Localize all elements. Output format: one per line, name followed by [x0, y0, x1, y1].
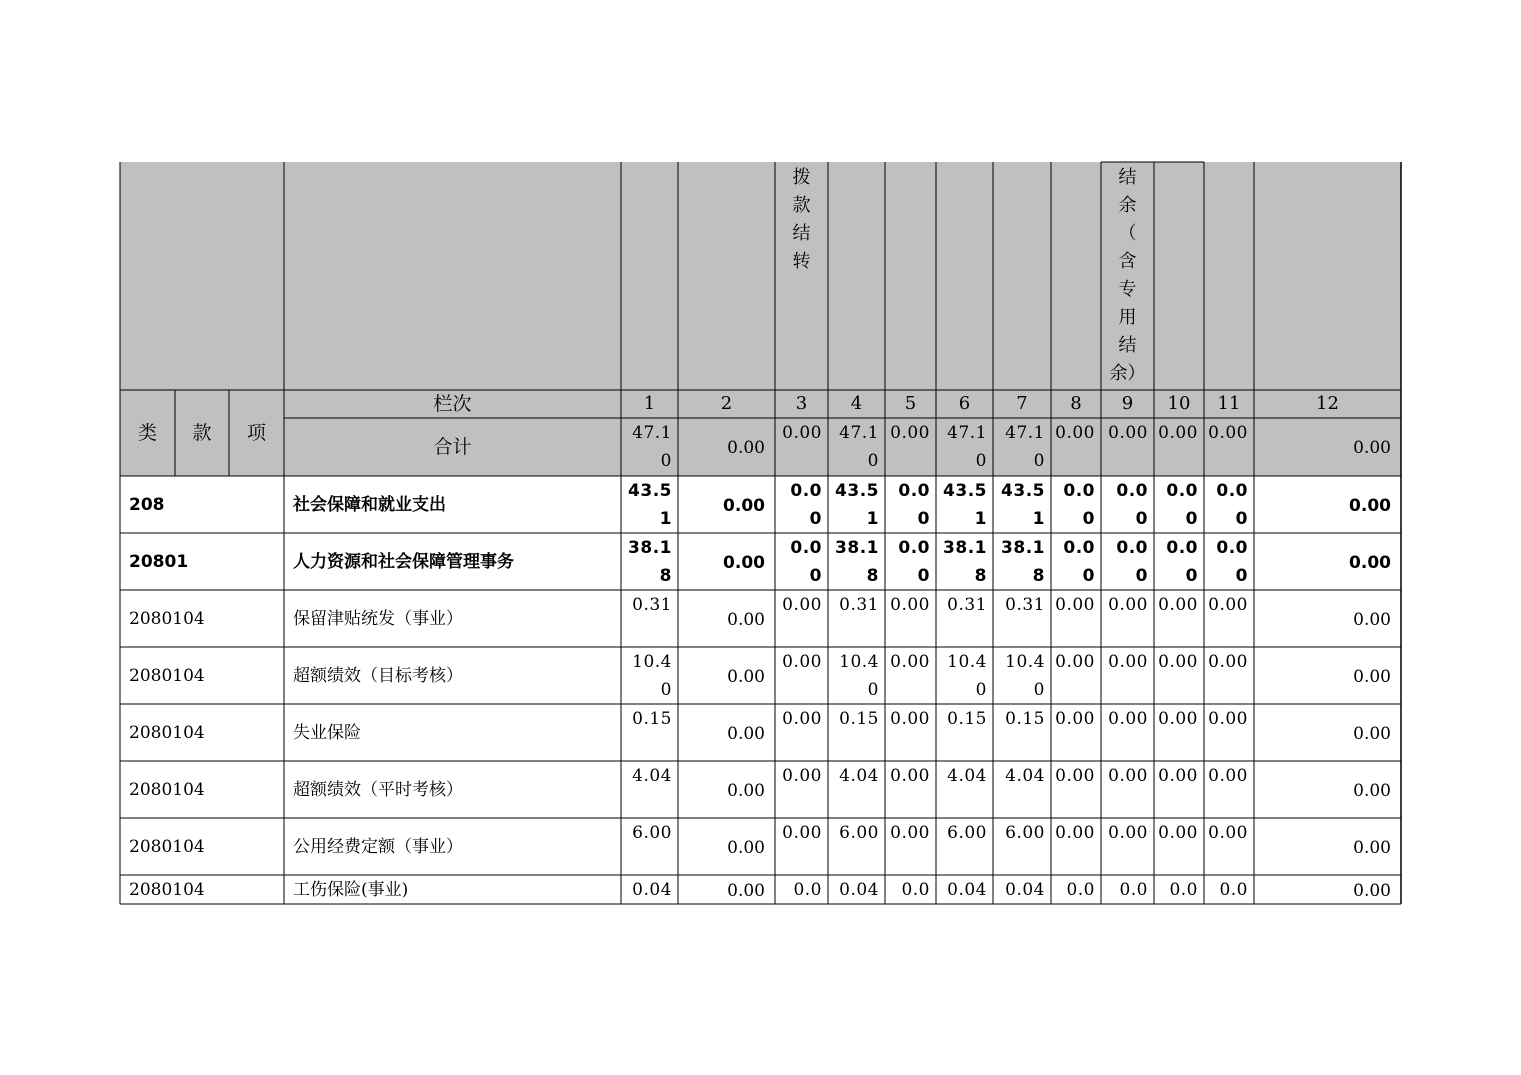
row-value: 0.00	[782, 595, 822, 615]
row-value: 0.00	[1166, 481, 1198, 529]
row-value: 10.40	[632, 652, 672, 700]
row-value: 10.40	[947, 652, 987, 700]
row-value: 0.00	[723, 495, 765, 516]
column-number: 11	[1217, 393, 1241, 414]
column-number: 4	[850, 393, 863, 414]
row-value: 0.00	[1108, 652, 1148, 672]
column-number: 2	[720, 393, 733, 414]
row-value: 0.00	[1063, 481, 1095, 529]
header-col3-char: 转	[792, 251, 811, 272]
row-value: 0.00	[1353, 880, 1391, 901]
row-value: 0.00	[727, 723, 765, 744]
row-value: 0.15	[632, 709, 672, 729]
column-number: 8	[1070, 393, 1082, 414]
row-value: 0.00	[1055, 766, 1095, 786]
row-value: 0.00	[1208, 595, 1248, 615]
row-value: 0.00	[1349, 495, 1391, 516]
row-value: 0.00	[890, 823, 930, 843]
row-value: 0.31	[839, 595, 879, 615]
row-value: 6.00	[632, 823, 672, 843]
row-value: 0.00	[1353, 780, 1391, 801]
row-value: 0.00	[890, 652, 930, 672]
row-name: 失业保险	[293, 722, 361, 743]
row-value: 0.00	[1353, 609, 1391, 630]
row-value: 0.04	[1005, 880, 1045, 900]
row-value: 0.0	[793, 880, 822, 900]
row-value: 0.0	[1066, 880, 1095, 900]
column-number: 12	[1316, 393, 1339, 414]
row-code: 2080104	[129, 665, 205, 686]
row-value: 0.00	[1158, 595, 1198, 615]
row-value: 6.00	[947, 823, 987, 843]
total-value: 47.10	[839, 423, 879, 471]
row-value: 0.00	[1216, 481, 1248, 529]
header-col9-char: 用	[1118, 307, 1137, 328]
row-value: 0.00	[723, 552, 765, 573]
row-value: 0.00	[890, 709, 930, 729]
row-value: 0.00	[727, 666, 765, 687]
header-col3-char: 款	[792, 195, 811, 216]
header-col3-char: 拨	[792, 167, 811, 188]
row-value: 0.31	[632, 595, 672, 615]
column-number: 6	[958, 393, 971, 414]
header-col9-char: 结	[1118, 335, 1137, 356]
row-value: 0.00	[1353, 837, 1391, 858]
row-name: 人力资源和社会保障管理事务	[293, 551, 514, 572]
header-col9-char: 结	[1118, 167, 1137, 188]
row-code: 208	[129, 494, 165, 515]
total-value: 47.10	[1005, 423, 1045, 471]
column-number: 9	[1121, 393, 1134, 414]
row-value: 10.40	[839, 652, 879, 700]
row-value: 0.00	[727, 837, 765, 858]
row-value: 0.15	[1005, 709, 1045, 729]
total-value: 0.00	[1208, 423, 1248, 443]
row-value: 0.00	[1055, 595, 1095, 615]
row-value: 0.00	[1063, 538, 1095, 586]
row-value: 0.00	[782, 652, 822, 672]
row-code: 2080104	[129, 779, 205, 800]
row-value: 0.00	[790, 481, 822, 529]
row-value: 0.00	[898, 538, 930, 586]
total-value: 0.00	[1353, 438, 1391, 458]
row-code: 2080104	[129, 608, 205, 629]
column-number: 1	[643, 393, 656, 414]
row-value: 0.0	[1119, 880, 1148, 900]
column-number: 3	[795, 393, 808, 414]
row-value: 0.00	[1108, 595, 1148, 615]
row-value: 38.18	[628, 538, 672, 586]
row-value: 0.00	[1108, 709, 1148, 729]
header-col9-char: 余）	[1109, 363, 1146, 384]
row-value: 43.51	[1001, 481, 1045, 529]
header-xiang: 项	[246, 422, 266, 444]
row-value: 0.00	[1158, 766, 1198, 786]
row-value: 0.00	[1208, 652, 1248, 672]
row-value: 0.15	[947, 709, 987, 729]
row-value: 0.00	[1166, 538, 1198, 586]
row-value: 6.00	[1005, 823, 1045, 843]
row-value: 0.04	[632, 880, 672, 900]
header-lei: 类	[137, 422, 157, 444]
row-value: 0.00	[1208, 766, 1248, 786]
row-value: 4.04	[839, 766, 879, 786]
row-value: 0.00	[727, 880, 765, 901]
row-code: 20801	[129, 551, 189, 572]
header-col3-char: 结	[792, 223, 811, 244]
total-value: 0.00	[1158, 423, 1198, 443]
row-value: 0.00	[1108, 766, 1148, 786]
row-value: 38.18	[943, 538, 987, 586]
row-value: 0.00	[1116, 481, 1148, 529]
row-value: 0.00	[1055, 652, 1095, 672]
row-value: 0.00	[1349, 552, 1391, 573]
row-value: 4.04	[947, 766, 987, 786]
row-value: 0.00	[1055, 709, 1095, 729]
row-value: 43.51	[835, 481, 879, 529]
row-value: 43.51	[628, 481, 672, 529]
row-value: 0.15	[839, 709, 879, 729]
row-value: 38.18	[835, 538, 879, 586]
row-value: 0.00	[1216, 538, 1248, 586]
row-value: 0.0	[901, 880, 930, 900]
row-value: 0.31	[1005, 595, 1045, 615]
row-value: 0.00	[890, 766, 930, 786]
row-value: 10.40	[1005, 652, 1045, 700]
row-value: 0.00	[1158, 709, 1198, 729]
row-value: 0.00	[1208, 823, 1248, 843]
header-col9-char: 专	[1118, 279, 1137, 300]
row-value: 0.04	[947, 880, 987, 900]
row-code: 2080104	[129, 879, 205, 900]
row-name: 公用经费定额（事业）	[293, 836, 463, 857]
row-value: 6.00	[839, 823, 879, 843]
column-number: 10	[1167, 393, 1191, 414]
row-value: 0.00	[1158, 823, 1198, 843]
row-code: 2080104	[129, 722, 205, 743]
row-value: 0.00	[898, 481, 930, 529]
row-name: 超额绩效（目标考核）	[293, 665, 463, 686]
row-name: 社会保障和就业支出	[293, 494, 446, 515]
row-value: 0.00	[1108, 823, 1148, 843]
row-value: 0.00	[1353, 723, 1391, 744]
row-value: 4.04	[1005, 766, 1045, 786]
row-value: 38.18	[1001, 538, 1045, 586]
row-value: 0.00	[727, 780, 765, 801]
total-value: 0.00	[782, 423, 822, 443]
row-value: 0.00	[1353, 666, 1391, 687]
row-value: 0.00	[890, 595, 930, 615]
total-value: 0.00	[890, 423, 930, 443]
row-name: 保留津贴统发（事业）	[293, 608, 463, 629]
row-value: 43.51	[943, 481, 987, 529]
row-name: 超额绩效（平时考核）	[293, 779, 463, 800]
row-name: 工伤保险(事业)	[293, 879, 409, 900]
row-value: 0.0	[1169, 880, 1198, 900]
row-value: 0.00	[782, 709, 822, 729]
row-value: 0.00	[727, 609, 765, 630]
total-value: 47.10	[632, 423, 672, 471]
row-label-lanci: 栏次	[433, 393, 472, 415]
total-label: 合计	[433, 436, 472, 458]
row-value: 0.0	[1219, 880, 1248, 900]
row-value: 0.00	[1055, 823, 1095, 843]
header-col9-char: 含	[1118, 251, 1137, 272]
column-number: 5	[904, 393, 917, 414]
header-col9-char: 余	[1118, 195, 1137, 216]
row-value: 0.00	[1208, 709, 1248, 729]
row-value: 0.00	[782, 766, 822, 786]
total-value: 47.10	[947, 423, 987, 471]
row-code: 2080104	[129, 836, 205, 857]
row-value: 4.04	[632, 766, 672, 786]
total-value: 0.00	[727, 438, 765, 458]
total-value: 0.00	[1055, 423, 1095, 443]
header-col9-char: （	[1118, 223, 1137, 244]
row-value: 0.00	[790, 538, 822, 586]
row-value: 0.00	[1116, 538, 1148, 586]
header-kuan: 款	[192, 422, 212, 444]
column-number: 7	[1016, 393, 1028, 414]
row-value: 0.04	[839, 880, 879, 900]
row-value: 0.00	[782, 823, 822, 843]
total-value: 0.00	[1108, 423, 1148, 443]
row-value: 0.00	[1158, 652, 1198, 672]
row-value: 0.31	[947, 595, 987, 615]
